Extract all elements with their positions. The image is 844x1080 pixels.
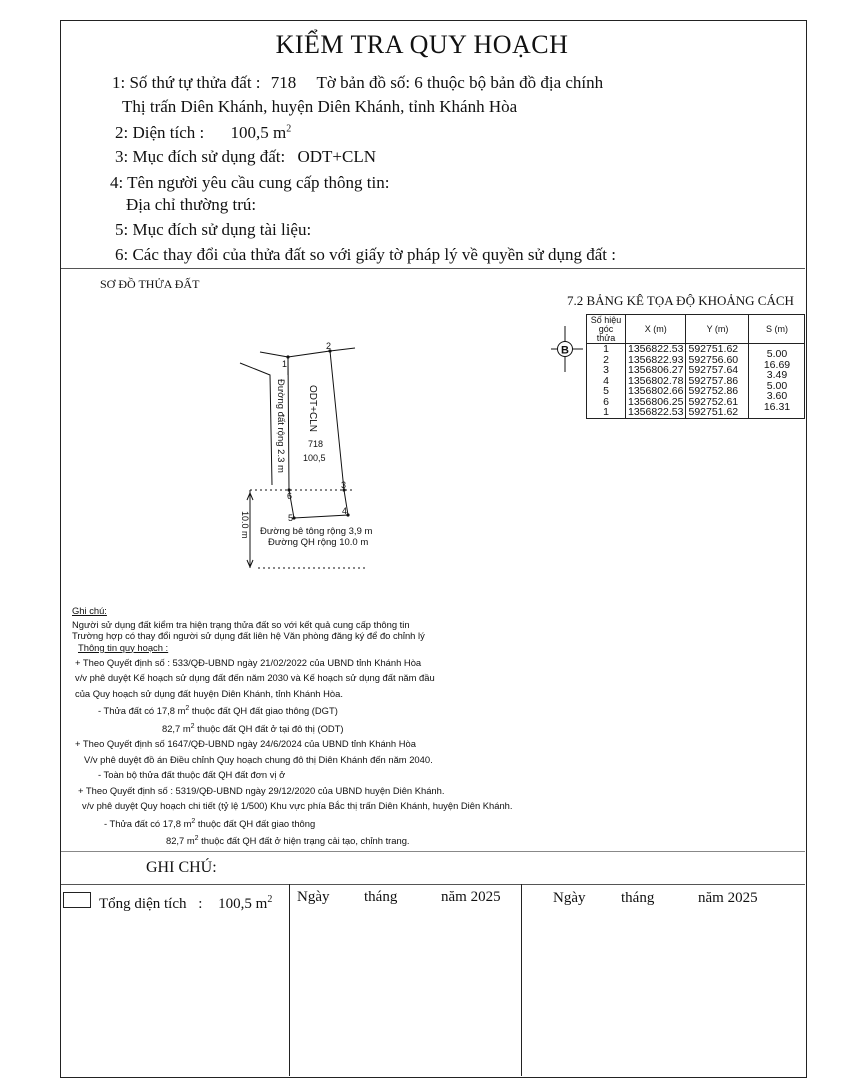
decision-3-area-b: 82,7 $m^2$ thuộc đất QH đất ở hiện trạng cải tạo, chỉnh trang. (166, 835, 410, 847)
distance-value: 5.00 (766, 379, 788, 392)
north-arrow-letter: B (561, 344, 569, 357)
footer-col-divider-1 (289, 884, 290, 1076)
legend-box (63, 892, 91, 908)
field-land-use (115, 147, 376, 167)
decision-1-line: + Theo Quyết định số : 533/QĐ-UBND ngày 21/02/2022 của UBND tỉnh Khánh Hòa (75, 656, 422, 668)
parcel-area-label: 100,5 (303, 453, 326, 463)
boundary-extension-left (260, 352, 288, 357)
point-2-label: 2 (326, 341, 332, 351)
date-left-year: năm 2025 (441, 889, 501, 905)
coord-x: 1356822.53 (626, 344, 686, 355)
decision-2-line: V/v phê duyệt đồ án Điều chỉnh Quy hoạch chung đô thị Diên Khánh đến năm 2040. (84, 753, 433, 765)
decision-3-line: + Theo Quyết định số : 5319/QĐ-UBND ngày 29/12/2020 của UBND huyện Diên Khánh. (78, 784, 445, 796)
notes-line: Trường hợp có thay đổi người sử dụng đất liên hệ Văn phòng đăng ký để đo chỉnh lý (72, 629, 425, 641)
coord-point: 6 (587, 397, 626, 408)
coord-distance (749, 376, 805, 392)
coord-row (587, 386, 805, 397)
area-unit-sup: 2 (286, 123, 292, 135)
coord-x: 1356806.27 (626, 365, 686, 376)
dimension-label: 10.0 m (240, 511, 250, 539)
notes-line: Người sử dụng đất kiểm tra hiện trạng thửa đất so với kết quả cung cấp thông tin (72, 618, 410, 630)
coord-point: 3 (587, 365, 626, 376)
distance-value: 3.60 (766, 390, 788, 402)
parcel-value: 718 (270, 73, 297, 92)
coord-point: 5 (587, 386, 626, 397)
field-parcel-number (112, 73, 603, 93)
coord-y: 592751.62 (686, 407, 749, 418)
coord-x: 1356802.78 (626, 376, 686, 387)
coord-y: 592757.86 (686, 376, 749, 387)
parcel-number-label: 718 (308, 439, 324, 449)
coord-point: 1 (587, 407, 626, 418)
area-label: 2: Diện tích : (115, 123, 205, 142)
parcel-label: 1: Số thứ tự thửa đất : (112, 73, 261, 92)
parcel-boundary (288, 351, 348, 518)
coord-distance (749, 386, 805, 402)
coord-row (587, 365, 805, 376)
decision-1-line: của Quy hoạch sử dụng đất huyện Diên Khánh, tỉnh Khánh Hòa. (75, 687, 343, 699)
decision-1-line: v/v phê duyệt Kế hoạch sử dụng đất đến năm 2030 và Kế hoạch sử dụng đất năm đầu (75, 672, 435, 683)
date-right-year: năm 2025 (698, 890, 758, 906)
total-area-label: Tổng diện tích (99, 896, 187, 912)
divider-top (61, 268, 805, 269)
coord-point: 2 (587, 355, 626, 366)
coord-row (587, 344, 805, 355)
map-sheet-value: 6 (414, 73, 423, 92)
field-address: Địa chỉ thường trú: (126, 195, 257, 214)
divider-notes (61, 851, 805, 852)
date-left-month: tháng (364, 889, 398, 905)
total-area-value: 100,5 m (218, 896, 268, 912)
distance-value: 3.49 (766, 369, 788, 381)
parcel-diagram (230, 335, 400, 580)
coord-x: 1356806.25 (626, 397, 686, 408)
dirt-road-edge (240, 363, 272, 485)
notes-label: Ghi chú: (72, 605, 107, 616)
divider-footer (61, 884, 805, 885)
distance-value: 16.69 (763, 358, 791, 371)
total-area: Tổng diện tích : 100,5 $m^2$ (99, 894, 273, 912)
coord-distance (749, 344, 805, 360)
decision-2-line: + Theo Quyết định số 1647/QĐ-UBND ngày 24/6/2024 của UBND tỉnh Khánh Hòa (75, 738, 416, 750)
north-arrow (551, 326, 587, 372)
coord-table (586, 314, 805, 419)
footer-ghi-chu: GHI CHÚ: (146, 859, 217, 876)
footer-col-divider-2 (521, 884, 522, 1076)
coord-header-s: S (m) (749, 315, 805, 344)
distance-value: 5.00 (766, 348, 788, 360)
planned-road-label: Đường QH rộng 10.0 m (268, 537, 369, 548)
map-sheet-label: Tờ bản đồ số: (316, 73, 411, 92)
field-requester: 4: Tên người yêu cầu cung cấp thông tin: (110, 173, 390, 192)
distance-value: 16.31 (763, 400, 791, 413)
page-title: KIỂM TRA QUY HOẠCH (275, 30, 569, 59)
boundary-extension-right (330, 348, 355, 351)
coord-y: 592756.60 (686, 355, 749, 366)
decision-1-area-b: 82,7 $m^2$ thuộc đất QH đất ở tại đô thị (ODT) (162, 722, 344, 734)
coord-point: 4 (587, 376, 626, 387)
decision-2-line: - Toàn bộ thửa đất thuộc đất QH đất đơn vị ở (98, 769, 286, 781)
notes-section (72, 603, 513, 849)
date-right-month: tháng (621, 890, 655, 906)
field-changes: 6: Các thay đổi của thửa đất so với giấy tờ pháp lý về quyền sử dụng đất : (115, 245, 616, 264)
coord-x: 1356822.93 (626, 355, 686, 366)
diagram-heading: SƠ ĐỒ THỬA ĐẤT (100, 277, 200, 291)
coord-distance (749, 355, 805, 371)
dirt-road-label: Đường đất rộng 2.3 m (275, 379, 286, 473)
coord-y: 592757.64 (686, 365, 749, 376)
planning-info-label: Thông tin quy hoạch : (78, 641, 169, 653)
coord-distance (749, 365, 805, 381)
land-use-label-vertical: ODT+CLN (307, 385, 318, 432)
coord-x: 1356802.66 (626, 386, 686, 397)
coord-header-point: Số hiệu góc thửa (587, 315, 626, 344)
land-use-label: 3: Mục đích sử dụng đất: (115, 147, 286, 166)
decision-3-area-a: - Thửa đất có 17,8 $m^2$ thuộc đất QH đất giao thông (104, 817, 316, 829)
field-document-purpose: 5: Mục đích sử dụng tài liệu: (115, 220, 312, 239)
coord-y: 592752.86 (686, 386, 749, 397)
land-use-value: ODT+CLN (297, 147, 377, 166)
coord-distance (749, 407, 805, 418)
field-location: Thị trấn Diên Khánh, huyện Diên Khánh, tỉnh Khánh Hòa (122, 97, 518, 116)
coord-header-x: X (m) (626, 315, 686, 344)
map-sheet-tail: thuộc bộ bản đồ địa chính (427, 73, 604, 92)
decision-3-line: v/v phê duyệt Quy hoạch chi tiết (tỷ lệ 1/500) Khu vực phía Bắc thị trấn Diên Khánh, huyện Diên Khánh. (82, 800, 513, 812)
coord-table-body (587, 344, 805, 419)
coord-x: 1356822.53 (626, 407, 686, 418)
coord-row (587, 407, 805, 418)
point-4-label: 4 (342, 506, 348, 516)
point-6-label: 6 (287, 491, 293, 501)
coord-y: 592751.62 (686, 344, 749, 355)
field-area (115, 123, 291, 143)
point-1-label: 1 (282, 359, 288, 369)
date-right-day: Ngày (553, 890, 586, 906)
coord-point: 1 (587, 344, 626, 355)
coord-header-y: Y (m) (686, 315, 749, 344)
coord-y: 592752.61 (686, 397, 749, 408)
date-left-day: Ngày (297, 889, 330, 905)
concrete-road-label: Đường bê tông rộng 3,9 m (260, 526, 373, 537)
coord-distance (749, 397, 805, 413)
point-3-label: 3 (341, 480, 347, 490)
decision-1-area-a: - Thửa đất có 17,8 $m^2$ thuộc đất QH đất giao thông (DGT) (98, 705, 338, 717)
point-5-label: 5 (288, 513, 294, 523)
area-value: 100,5 m (230, 123, 287, 142)
coord-table-heading: 7.2 BẢNG KÊ TỌA ĐỘ KHOẢNG CÁCH (567, 293, 794, 308)
